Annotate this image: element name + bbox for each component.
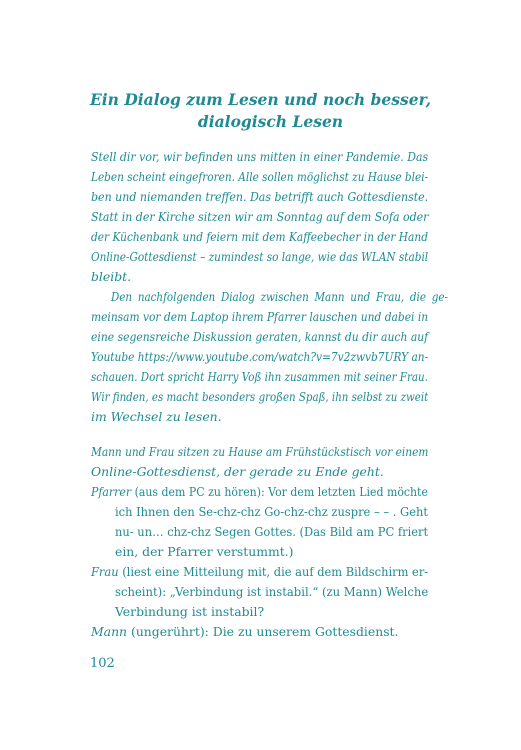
intro-line: meinsam vor dem Laptop ihrem Pfarrer lauschen und dabei in (91, 309, 429, 324)
dialog-line: Verbindung ist instabil? (115, 604, 265, 619)
page-title-line-1: Ein Dialog zum Lesen und noch besser, (89, 90, 431, 109)
intro-line: Den nachfolgenden Dialog zwischen Mann und Frau, die ge- (111, 289, 448, 304)
speaker-name: Pfarrer (91, 484, 132, 499)
intro-line: Youtube https://www.youtube.com/watch?v=7v2zwvb7URY an- (91, 349, 429, 364)
page-title-line-2: dialogisch Lesen (197, 112, 344, 131)
intro-line: schauen. Dort spricht Harry Voß ihn zusammen mit seiner Frau. (91, 369, 428, 384)
page-number: 102 (90, 656, 115, 671)
dialog-text: (ungerührt): Die zu unserem Gottesdienst. (127, 624, 399, 639)
intro-line: Leben scheint eingefroren. Alle sollen möglichst zu Hause blei- (91, 169, 429, 184)
dialog-line: scheint): „Verbindung ist instabil.“ (zu Mann) Welche (115, 584, 429, 599)
intro-line: ben und niemanden treffen. Das betrifft auch Gottesdienste. (91, 189, 429, 204)
speaker-name: Mann (91, 624, 128, 639)
dialog-line: ein, der Pfarrer verstummt.) (115, 544, 294, 559)
stage-direction-line: Online-Gottesdienst, der gerade zu Ende geht. (91, 464, 384, 479)
dialog-text: (aus dem PC zu hören): Vor dem letzten Lied möchte (131, 484, 428, 499)
intro-line: eine segensreiche Diskussion geraten, kannst du dir auch auf (91, 329, 429, 344)
intro-line: Stell dir vor, wir befinden uns mitten in einer Pandemie. Das (91, 149, 429, 164)
dialog-line (91, 622, 428, 642)
intro-line: der Küchenbank und feiern mit dem Kaffeebecher in der Hand (91, 229, 428, 244)
stage-direction-line: Mann und Frau sitzen zu Hause am Frühstückstisch vor einem (91, 444, 429, 459)
intro-line: Statt in der Kirche sitzen wir am Sonntag auf dem Sofa oder (91, 209, 429, 224)
intro-line: im Wechsel zu lesen. (91, 409, 222, 424)
dialog-line: ich Ihnen den Se-chz-chz Go-chz-chz zuspre – – . Geht (115, 504, 429, 519)
intro-line: bleibt. (91, 269, 132, 284)
dialog-line (91, 482, 428, 502)
intro-line: Online-Gottesdienst – zumindest so lange, wie das WLAN stabil (91, 249, 429, 264)
speaker-name: Frau (91, 564, 119, 579)
dialog-line: nu- un… chz-chz Segen Gottes. (Das Bild am PC friert (115, 524, 429, 539)
dialog-text: (liest eine Mitteilung mit, die auf dem Bildschirm er- (118, 564, 429, 579)
dialog-line (91, 562, 428, 582)
intro-line: Wir finden, es macht besonders großen Spaß, ihn selbst zu zweit (91, 389, 429, 404)
